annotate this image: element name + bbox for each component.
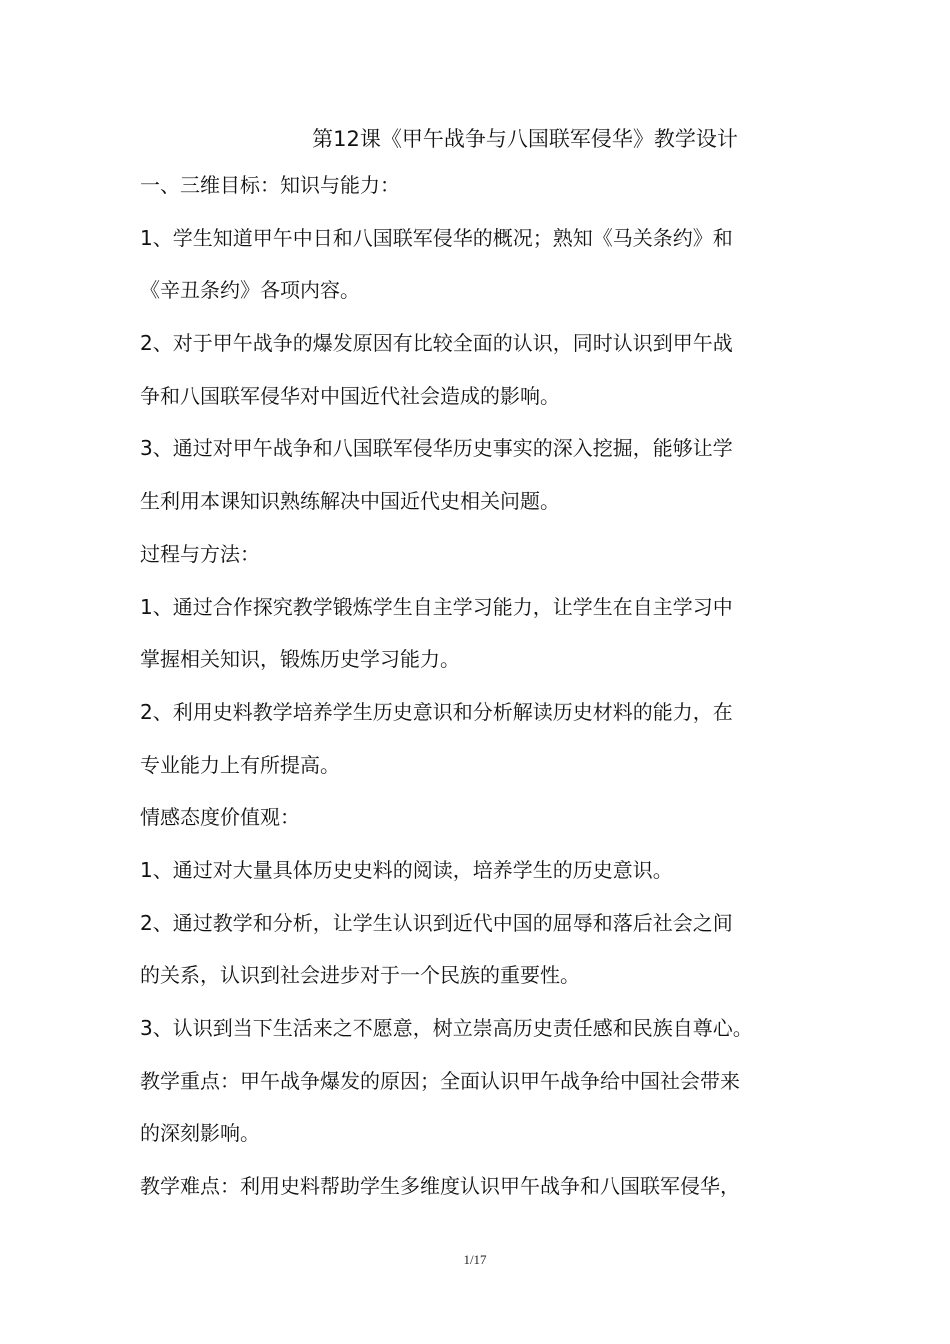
text-line: 2、通过教学和分析，让学生认识到近代中国的屈辱和落后社会之间 xyxy=(140,910,733,935)
text-line: 3、认识到当下生活来之不愿意，树立崇高历史责任感和民族自尊心。 xyxy=(140,1016,753,1040)
text-line: 掌握相关知识，锻炼历史学习能力。 xyxy=(140,647,460,672)
text-line: 教学重点：甲午战争爆发的原因；全面认识甲午战争给中国社会带来 xyxy=(140,1068,740,1093)
text-line: 教学难点：利用史料帮助学生多维度认识甲午战争和八国联军侵华， xyxy=(140,1174,740,1199)
text-line: 生利用本课知识熟练解决中国近代史相关问题。 xyxy=(140,489,560,514)
text-line: 2、对于甲午战争的爆发原因有比较全面的认识，同时认识到甲午战 xyxy=(140,331,733,356)
text-line: 的关系，认识到社会进步对于一个民族的重要性。 xyxy=(140,963,580,988)
document-title: 第12课《甲午战争与八国联军侵华》教学设计 xyxy=(312,127,738,151)
text-line: 《辛丑条约》各项内容。 xyxy=(140,278,360,303)
text-line: 专业能力上有所提高。 xyxy=(140,752,340,777)
text-line: 1、通过合作探究教学锻炼学生自主学习能力，让学生在自主学习中 xyxy=(140,594,733,619)
text-line: 2、利用史料教学培养学生历史意识和分析解读历史材料的能力，在 xyxy=(140,699,733,724)
page-number: 1/17 xyxy=(463,1252,487,1267)
text-line: 争和八国联军侵华对中国近代社会造成的影响。 xyxy=(140,383,560,408)
text-line: 情感态度价值观： xyxy=(140,805,300,830)
text-line: 3、通过对甲午战争和八国联军侵华历史事实的深入挖掘，能够让学 xyxy=(140,436,733,461)
text-line: 过程与方法： xyxy=(140,541,260,566)
text-line: 的深刻影响。 xyxy=(140,1121,260,1146)
document-body xyxy=(140,170,820,1224)
text-line: 1、通过对大量具体历史史料的阅读，培养学生的历史意识。 xyxy=(140,857,673,882)
text-line: 1、学生知道甲午中日和八国联军侵华的概况；熟知《马关条约》和 xyxy=(140,225,733,250)
text-line: 一、三维目标：知识与能力： xyxy=(140,173,400,197)
